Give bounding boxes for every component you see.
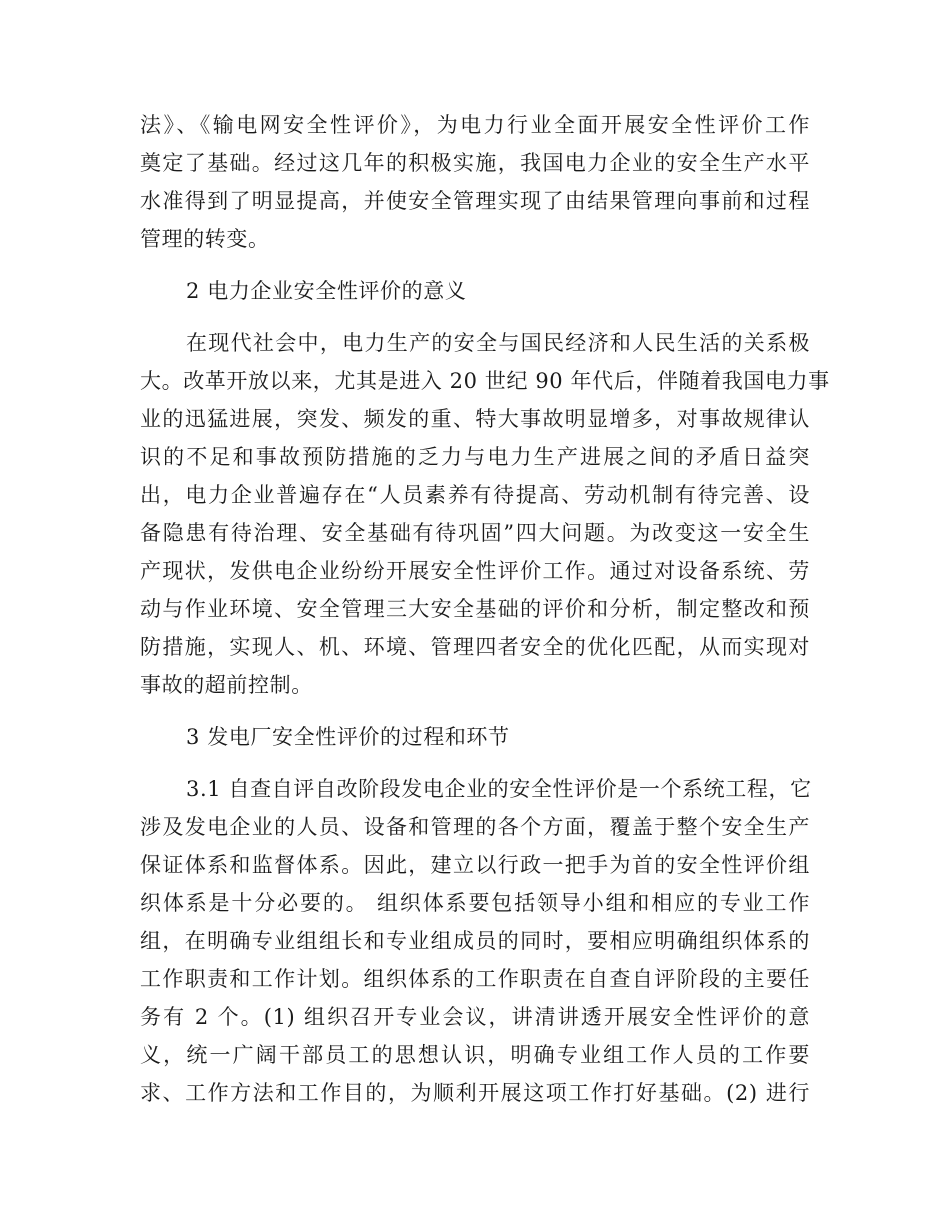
text-line: 动与作业环境、安全管理三大安全基础的评价和分析，制定整改和预 bbox=[140, 597, 810, 621]
text-line: 水准得到了明显提高，并使安全管理实现了由结果管理向事前和过程 bbox=[140, 189, 810, 213]
text-line: 管理的转变。 bbox=[140, 227, 270, 251]
text-line: 法》、《输电网安全性评价》，为电力行业全面开展安全性评价工作 bbox=[140, 113, 810, 137]
text-line: 出，电力企业普遍存在“人员素养有待提高、劳动机制有待完善、设 bbox=[140, 483, 810, 507]
section-heading-3: 3 发电厂安全性评价的过程和环节 bbox=[186, 725, 510, 749]
text-line: 备隐患有待治理、安全基础有待巩固”四大问题。为改变这一安全生 bbox=[140, 521, 810, 545]
text-line: 产现状，发供电企业纷纷开展安全性评价工作。通过对设备系统、劳 bbox=[140, 559, 810, 583]
text-line: 保证体系和监督体系。因此，建立以行政一把手为首的安全性评价组 bbox=[140, 853, 810, 877]
text-line: 业的迅猛进展，突发、频发的重、特大事故明显增多，对事故规律认 bbox=[140, 407, 810, 431]
text-line: 防措施，实现人、机、环境、管理四者安全的优化匹配，从而实现对 bbox=[140, 635, 810, 659]
text-line: 工作职责和工作计划。组织体系的工作职责在自查自评阶段的主要任 bbox=[140, 967, 810, 991]
section-heading-2: 2 电力企业安全性评价的意义 bbox=[186, 279, 467, 303]
text-line: 求、工作方法和工作目的，为顺利开展这项工作打好基础。(2) 进行 bbox=[140, 1081, 810, 1105]
text-line: 组，在明确专业组组长和专业组成员的同时，要相应明确组织体系的 bbox=[140, 929, 810, 953]
text-line: 涉及发电企业的人员、设备和管理的各个方面，覆盖于整个安全生产 bbox=[140, 815, 810, 839]
text-line: 事故的超前控制。 bbox=[140, 673, 313, 697]
text-line: 奠定了基础。经过这几年的积极实施，我国电力企业的安全生产水平 bbox=[140, 151, 810, 175]
text-line: 大。改革开放以来，尤其是进入 20 世纪 90 年代后，伴随着我国电力事 bbox=[140, 369, 830, 393]
text-line: 义，统一广阔干部员工的思想认识，明确专业组工作人员的工作要 bbox=[140, 1043, 810, 1067]
text-line: 识的不足和事故预防措施的乏力与电力生产进展之间的矛盾日益突 bbox=[140, 445, 810, 469]
text-line: 务有 2 个。(1) 组织召开专业会议，讲清讲透开展安全性评价的意 bbox=[140, 1005, 810, 1029]
text-line: 3.1 自查自评自改阶段发电企业的安全性评价是一个系统工程，它 bbox=[186, 777, 812, 801]
text-line: 织体系是十分必要的。 组织体系要包括领导小组和相应的专业工作 bbox=[140, 891, 810, 915]
text-line: 在现代社会中，电力生产的安全与国民经济和人民生活的关系极 bbox=[186, 331, 810, 355]
